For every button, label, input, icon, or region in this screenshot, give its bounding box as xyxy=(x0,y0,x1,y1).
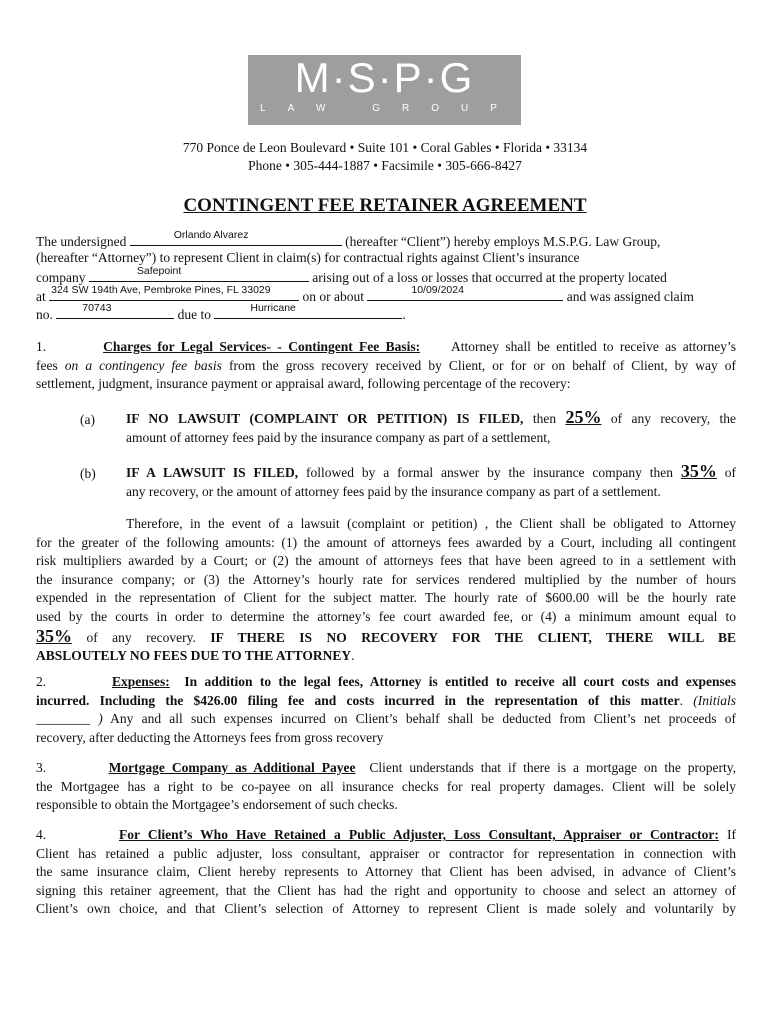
loss-date-field[interactable] xyxy=(367,286,563,301)
insurance-company-field[interactable] xyxy=(89,267,309,282)
intro-text: and was assigned claim xyxy=(566,289,694,304)
section-1-line-1: 1. Charges for Legal Services- - Contingent Fee Basis: Attorney shall be entitled to receive as attorney’s xyxy=(36,339,736,354)
intro-text: on or about xyxy=(302,289,364,304)
property-address-value: 324 SW 194th Ave, Pembroke Pines, FL 33029 xyxy=(51,284,271,296)
client-name-field[interactable] xyxy=(130,231,342,246)
item-a-label: (a) xyxy=(80,412,95,427)
intro-text: (hereafter “Client”) hereby employs M.S.P.G. Law Group, xyxy=(345,234,661,249)
minimum-percentage: 35% xyxy=(36,625,72,646)
item-a: IF NO LAWSUIT (COMPLAINT OR PETITION) IS FILED, then 25% of any recovery, the amount of attorney fees paid by the insurance company as part of a settlement, xyxy=(126,407,737,445)
client-name-value: Orlando Alvarez xyxy=(173,229,249,241)
section-4-heading: For Client’s Who Have Retained a Public Adjuster, Loss Consultant, Appraiser or Contractor: xyxy=(119,827,719,842)
intro-text: at xyxy=(36,289,46,304)
intro-text: The undersigned xyxy=(36,234,127,249)
section-1-heading: Charges for Legal Services- - Contingent Fee Basis: xyxy=(103,339,421,354)
claim-number-field[interactable] xyxy=(56,304,174,319)
item-b: IF A LAWSUIT IS FILED, followed by a formal answer by the insurance company then 35% of any recovery, or the amount of attorney fees paid by the insurance company as part of a settlement. xyxy=(126,461,737,499)
intro-line-2: (hereafter “Attorney”) to represent Client in claim(s) for contractual rights against Client’s insurance xyxy=(36,250,580,265)
item-b-label: (b) xyxy=(80,466,96,481)
logo-mark: M·S·P·G xyxy=(294,54,475,101)
section-3-heading: Mortgage Company as Additional Payee xyxy=(108,760,356,775)
insurance-company-value: Safepoint xyxy=(136,265,182,277)
document-title: CONTINGENT FEE RETAINER AGREEMENT xyxy=(183,195,587,216)
section-1 xyxy=(36,338,736,394)
intro-text: company xyxy=(36,270,86,285)
intro-line-5 xyxy=(36,304,736,324)
intro-text: due to xyxy=(177,307,211,322)
cause-of-loss-field[interactable] xyxy=(214,304,402,319)
contact-line: Phone • 305-444-1887 • Facsimile • 305-666-8427 xyxy=(248,158,522,173)
logo xyxy=(248,55,521,125)
logo-subtitle: LAW GROUP xyxy=(260,103,519,114)
section-1-line-2: fees on a contingency fee basis from the gross recovery received by Client, or for or on behalf of Client, by way of xyxy=(36,357,737,373)
intro-line-4 xyxy=(36,286,736,306)
loss-date-value: 10/09/2024 xyxy=(411,284,464,296)
cause-of-loss-value: Hurricane xyxy=(250,302,296,314)
section-1-line-3: settlement, judgment, insurance payment or appraisal award, following percentage of the recovery: xyxy=(36,376,571,392)
intro-line-1 xyxy=(36,231,736,251)
intro-text: no. xyxy=(36,307,53,322)
lawsuit-percentage: 35% xyxy=(680,461,717,481)
section-1-obligation: Therefore, in the event of a lawsuit (complaint or petition) , the Client shall be obligated to Attorney for the greater of the following amounts: (1) the amount of attorneys fees awarded by a Court, including all contingent risk multipliers awarded by a Court; or (2) the amount of attorneys fees that have been agreed to in a settlement with the insurance company; or (3) the Attorney’s hourly rate for services rendered multiplied by the number of hours expended in the representation of Client for the subject matter. The hourly rate of $600.00 will be the hourly rate used by the courts in order to determine the attorney’s fee court awarded fee, or (4) a minimum amount equal to 35% of any recovery. IF THERE IS NO RECOVERY FOR THE CLIENT, THERE WILL BE ABSLOUTELY NO FEES DUE TO THE ATTORNEY. xyxy=(36,516,737,664)
intro-text: . xyxy=(402,307,406,322)
initials-field[interactable]: ________ ) xyxy=(36,711,103,727)
section-2: 2. Expenses: In addition to the legal fees, Attorney is entitled to receive all court costs and expenses incurred. Including the $426.00 filing fee and costs incurred in the representation of this matter. (Initials ________ ) Any and all such expenses incurred on Client’s behalf shall be deducted from Client’s net proceeds of recovery, after deducting the Attorneys fees from gross recovery xyxy=(36,674,737,745)
section-2-heading: Expenses: xyxy=(112,674,170,689)
section-3: 3. Mortgage Company as Additional Payee Client understands that if there is a mortgage on the property, the Mortgagee has a right to be co-payee on all insurance checks for real property damages. Client will be solely responsible to obtain the Mortgagee’s endorsement of such checks. xyxy=(36,760,737,813)
address-line: 770 Ponce de Leon Boulevard • Suite 101 • Coral Gables • Florida • 33134 xyxy=(182,140,588,155)
intro-text: arising out of a loss or losses that occurred at the property located xyxy=(312,270,667,285)
no-lawsuit-percentage: 25% xyxy=(565,407,602,427)
claim-number-value: 70743 xyxy=(82,302,112,314)
section-4: 4. For Client’s Who Have Retained a Public Adjuster, Loss Consultant, Appraiser or Contractor: If Client has retained a public adjuster, loss consultant, appraiser or contractor for representation in connection with the same insurance claim, Client hereby represents to Attorney that Client has been advised, in advance of Client’s signing this retainer agreement, that the Client has had the right and opportunity to choose and select an attorney of Client’s own choice, and that Client’s selection of Attorney to represent Client is made solely and voluntarily by xyxy=(36,827,737,917)
